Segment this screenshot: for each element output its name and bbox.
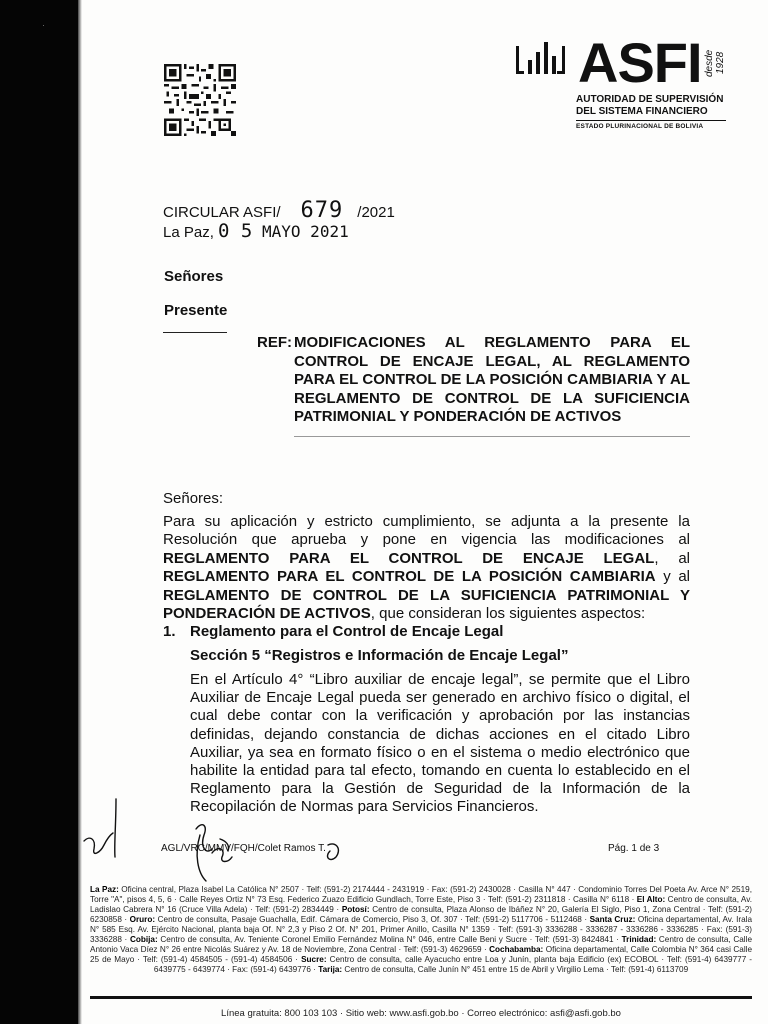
footer-potosi: Centro de consulta, Plaza Alonso de Ibáñez N° 20, Galería El Siglo, Piso 1, Zona Central · Telf: (591-2) 6230858 ·	[90, 905, 752, 924]
salutation-senores: Señores	[164, 268, 224, 285]
footer-cochabamba: Oficina departamental, Calle Colombia N° 364 casi Calle 25 de Mayo · Telf: (591-4) 4584505 - (591-4) 4584506 ·	[90, 945, 753, 964]
date-place: La Paz,	[163, 224, 214, 241]
footer-trinidad: Centro de consulta, Calle Antonio Vaca Díez N° 26 entre Nicolás Suárez y Av. 18 de Noviembre, Zona Central · Telf: (591-3) 4629659 ·	[90, 935, 753, 954]
date-day: 0 5	[218, 220, 253, 242]
item-1-heading	[163, 623, 503, 640]
page-number: Pág. 1 de 3	[608, 843, 660, 854]
footer-cobija: Centro de consulta, Av. Teniente Coronel Emilio Fernández Molina N° 046, entre Calle Beni y Sucre · Telf: (591-3) 8424841 ·	[157, 935, 622, 944]
footer-oruro-label: Oruro:	[129, 915, 156, 924]
intro-text-1: Para su aplicación y estricto cumplimiento, se adjunta a la presente la Resolución que aprueba y pone en vigencia las modificaciones al	[163, 513, 690, 549]
footer-sucre: Centro de consulta, calle Ayacucho entre Loa y Junín, planta baja Edificio (ex) ECOBOL · Telf: (591-4) 6439777 - 6439775 - 6439774 · Fax: (591-4) 6439776 ·	[153, 955, 753, 974]
circular-prefix: CIRCULAR ASFI/	[163, 204, 281, 221]
footer-cobija-label: Cobija:	[129, 935, 158, 944]
intro-bold-1: REGLAMENTO PARA EL CONTROL DE ENCAJE LEGAL	[163, 549, 655, 567]
item-1-number: 1.	[163, 623, 176, 640]
intro-text-3: y al	[655, 568, 690, 586]
footer-potosi-label: Potosí:	[341, 905, 370, 914]
logo-bars-icon	[516, 38, 572, 88]
footer-trinidad-label: Trinidad:	[621, 935, 657, 944]
drafting-initials: AGL/VRC/MMV/FQH/Colet Ramos T.	[161, 843, 326, 854]
section-5-heading: Sección 5 “Registros e Información de Encaje Legal”	[190, 647, 569, 664]
footer-lapaz-label: La Paz:	[90, 885, 119, 894]
item-1-body: En el Artículo 4° “Libro auxiliar de encaje legal”, se permite que el Libro Auxiliar de Encaje Legal pueda ser generado en archivo físico o digital, el cual debe contar con la verificación y aprobación por las instancias definidas, dejando constancia de dichas acciones en el citado Libro Auxiliar, ya sea en formato físico o en el sistema o medio electrónico que habilite la entidad para tal efecto, tomando en cuenta lo establecido en el Reglamento para la Gestión de Seguridad de la Información de la Recopilación de Normas para Servicios Financieros.	[190, 671, 690, 816]
footer-lapaz: Oficina central, Plaza Isabel La Católica N° 2507 · Telf: (591-2) 2174444 - 2431919 · Fax: (591-2) 2430028 · Casilla N° 447 · Condominio Torres Del Poeta Av. Arce N° 2519, Torre "A", pisos 4, 5, 6 · Calle Reyes Ortiz N° 73 Esq. Federico Zuazo Edificio Gundlach, Torre Este, Piso 3 · Telf: (591-2) 2311818 · Casilla N° 6118 ·	[90, 885, 752, 904]
footer-cochabamba-label: Cochabamba:	[489, 945, 544, 954]
footer-elalto-label: El Alto:	[636, 895, 666, 904]
date-month-year: MAYO 2021	[262, 222, 349, 241]
intro-bold-2: REGLAMENTO PARA EL CONTROL DE LA POSICIÓN CAMBIARIA	[163, 568, 656, 586]
scan-shadow-left	[0, 0, 78, 1024]
asfi-logo	[516, 31, 726, 130]
corner-mark: ·	[42, 20, 45, 30]
logo-since: desde 1928	[703, 49, 726, 77]
logo-subtitle-2: DEL SISTEMA FINANCIERO	[576, 106, 708, 117]
footer-addresses	[90, 885, 752, 975]
ref-label: REF:	[257, 334, 292, 351]
ref-underline	[294, 436, 690, 437]
item-1-title: Reglamento para el Control de Encaje Legal	[190, 623, 504, 640]
logo-divider	[576, 120, 726, 121]
presente-underline	[163, 332, 227, 333]
footer-contact: Línea gratuita: 800 103 103 · Sitio web: www.asfi.gob.bo · Correo electrónico: asfi@asfi.gob.bo	[221, 1008, 621, 1019]
footer-elalto: Centro de consulta, Av. Ladislao Cabrera N° 16 (Cruce Villa Adela) · Telf: (591-2) 2834449 ·	[90, 895, 753, 914]
intro-bold-3: REGLAMENTO DE CONTROL DE LA SUFICIENCIA PATRIMONIAL Y PONDERACIÓN DE ACTIVOS	[163, 586, 690, 623]
circular-year: /2021	[357, 204, 395, 221]
intro-paragraph	[163, 513, 690, 623]
signature-mark	[80, 795, 360, 885]
footer-tarija: Centro de consulta, Calle Junín N° 451 entre 15 de Abril y Virgilio Lema · Telf: (591-4) 6113709	[342, 965, 689, 974]
circular-date	[163, 220, 349, 242]
footer-tarija-label: Tarija:	[318, 965, 343, 974]
footer-sucre-label: Sucre:	[301, 955, 327, 964]
salutation-presente: Presente	[164, 302, 228, 319]
footer-oruro: Centro de consulta, Pasaje Guachalla, Edif. Cámara de Comercio, Piso 3, Of. 307 · Telf: (591-2) 5117706 - 5112468 ·	[155, 915, 590, 924]
logo-state: ESTADO PLURINACIONAL DE BOLIVIA	[576, 123, 704, 130]
footer-santacruz: Oficina departamental, Av. Irala N° 585 Esq. Av. Ejército Nacional, planta baja Of. N° 2,3 y Piso 2 Of. N° 201, Primer Anillo, Casilla N° 1359 · Telf: (591-3) 3336288 - 3336287 - 3336286 - 3336285 · Fax: (591-3) 3336288 ·	[90, 915, 753, 944]
footer-santacruz-label: Santa Cruz:	[589, 915, 636, 924]
footer-divider	[90, 996, 752, 999]
logo-subtitle-1: AUTORIDAD DE SUPERVISIÓN	[576, 94, 724, 105]
ref-subject: MODIFICACIONES AL REGLAMENTO PARA EL CONTROL DE ENCAJE LEGAL, AL REGLAMENTO PARA EL CONTROL DE LA POSICIÓN CAMBIARIA Y AL REGLAMENTO DE CONTROL DE LA SUFICIENCIA PATRIMONIAL Y PONDERACIÓN DE ACTIVOS	[294, 334, 690, 426]
circular-stamped-number: 679	[300, 198, 344, 223]
intro-text-4: , que consideran los siguientes aspectos:	[370, 605, 646, 623]
salutation-body: Señores:	[163, 490, 224, 507]
qr-code-icon	[164, 64, 236, 136]
intro-text-2: , al	[654, 549, 691, 567]
date-stamp	[218, 222, 349, 241]
logo-wordmark: ASFI	[578, 31, 702, 94]
